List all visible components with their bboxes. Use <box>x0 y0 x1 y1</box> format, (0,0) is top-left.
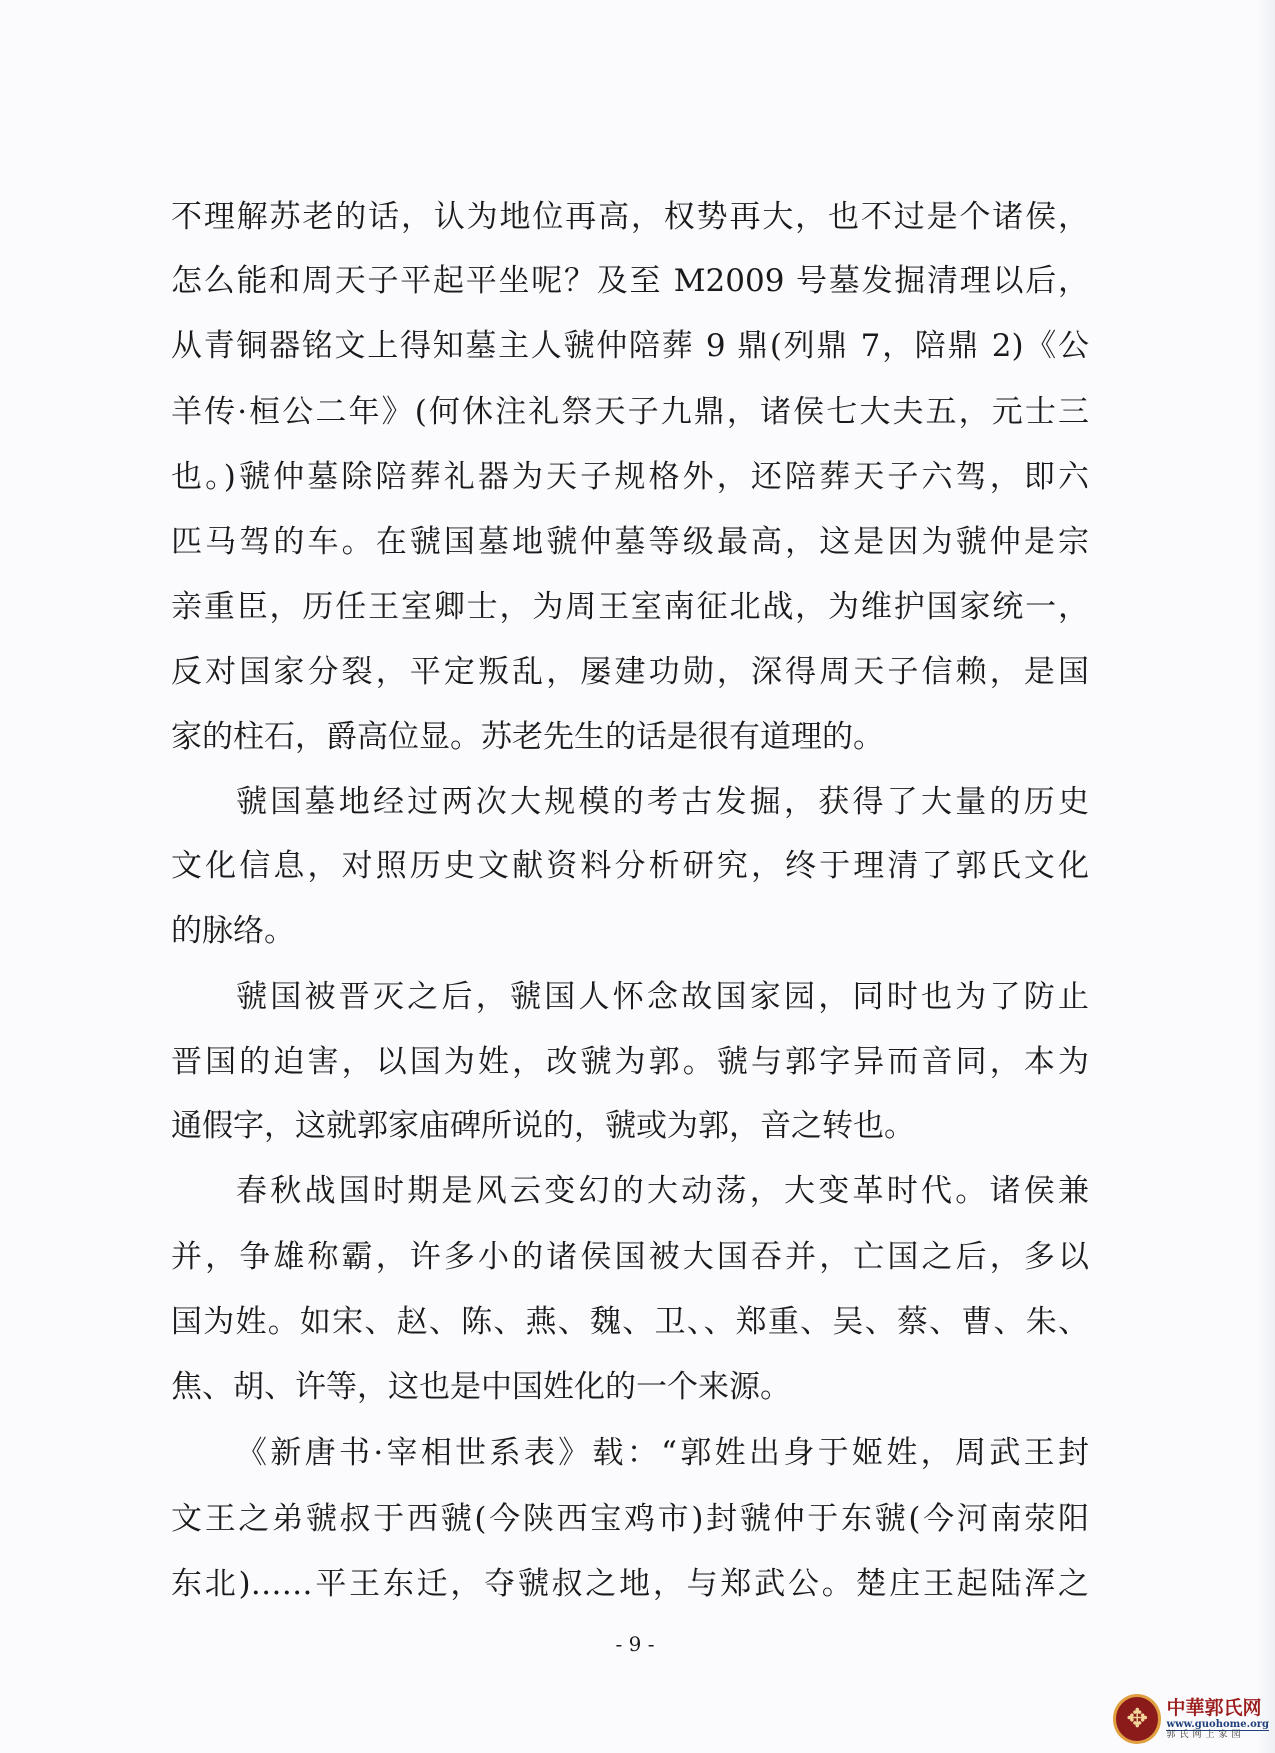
scan-edge <box>1257 0 1275 1753</box>
watermark-url: www.guohome.org <box>1166 1718 1269 1730</box>
text-line: 东北)……平王东迁，夺虢叔之地，与郑武公。楚庄王起陆浑之 <box>171 1566 1089 1602</box>
text-line: 匹马驾的车。在虢国墓地虢仲墓等级最高，这是因为虢仲是宗 <box>171 524 1089 560</box>
watermark-name: 中華郭氏网 <box>1166 1696 1262 1719</box>
text-line: 怎么能和周天子平起平坐呢？及至 M2009 号墓发掘清理以后， <box>171 263 1089 299</box>
text-line: 春秋战国时期是风云变幻的大动荡，大变革时代。诸侯兼 <box>236 1173 1089 1209</box>
text-line: 文化信息，对照历史文献资料分析研究，终于理清了郭氏文化 <box>171 848 1089 884</box>
text-line: 虢国被晋灭之后，虢国人怀念故国家园，同时也为了防止 <box>236 979 1089 1015</box>
text-line: 从青铜器铭文上得知墓主人虢仲陪葬 9 鼎(列鼎 7，陪鼎 2)《公 <box>171 328 1089 364</box>
text-line: 焦、胡、许等，这也是中国姓化的一个来源。 <box>171 1369 791 1405</box>
seal-icon: ✥ <box>1113 1694 1161 1744</box>
text-line: 亲重臣，历任王室卿士，为周王室南征北战，为维护国家统一， <box>171 589 1089 625</box>
text-line: 文王之弟虢叔于西虢(今陕西宝鸡市)封虢仲于东虢(今河南荥阳 <box>171 1501 1089 1537</box>
watermark-slogan: 郭氏网上家园 <box>1166 1729 1245 1740</box>
text-line: 通假字，这就郭家庙碑所说的，虢或为郭，音之转也。 <box>171 1108 915 1144</box>
text-line: 《新唐书·宰相世系表》载：“郭姓出身于姬姓，周武王封 <box>236 1435 1089 1471</box>
text-line: 家的柱石，爵高位显。苏老先生的话是很有道理的。 <box>171 719 884 755</box>
text-line: 虢国墓地经过两次大规模的考古发掘，获得了大量的历史 <box>236 784 1089 820</box>
text-line: 晋国的迫害，以国为姓，改虢为郭。虢与郭字异而音同，本为 <box>171 1044 1089 1080</box>
text-line: 也。)虢仲墓除陪葬礼器为天子规格外，还陪葬天子六驾，即六 <box>171 459 1089 495</box>
text-line: 国为姓。如宋、赵、陈、燕、魏、卫、、郑重、吴、蔡、曹、朱、 <box>171 1304 1089 1340</box>
page-number: - 9 - <box>615 1632 655 1656</box>
text-line: 羊传·桓公二年》(何休注礼祭天子九鼎，诸侯七大夫五，元士三 <box>171 394 1089 430</box>
text-line: 并，争雄称霸，许多小的诸侯国被大国吞并，亡国之后，多以 <box>171 1239 1089 1275</box>
text-line: 不理解苏老的话，认为地位再高，权势再大，也不过是个诸侯， <box>171 199 1089 235</box>
text-line: 的脉络。 <box>171 913 295 949</box>
text-line: 反对国家分裂，平定叛乱，屡建功勋，深得周天子信赖，是国 <box>171 654 1089 690</box>
watermark-logo <box>1113 1690 1269 1748</box>
